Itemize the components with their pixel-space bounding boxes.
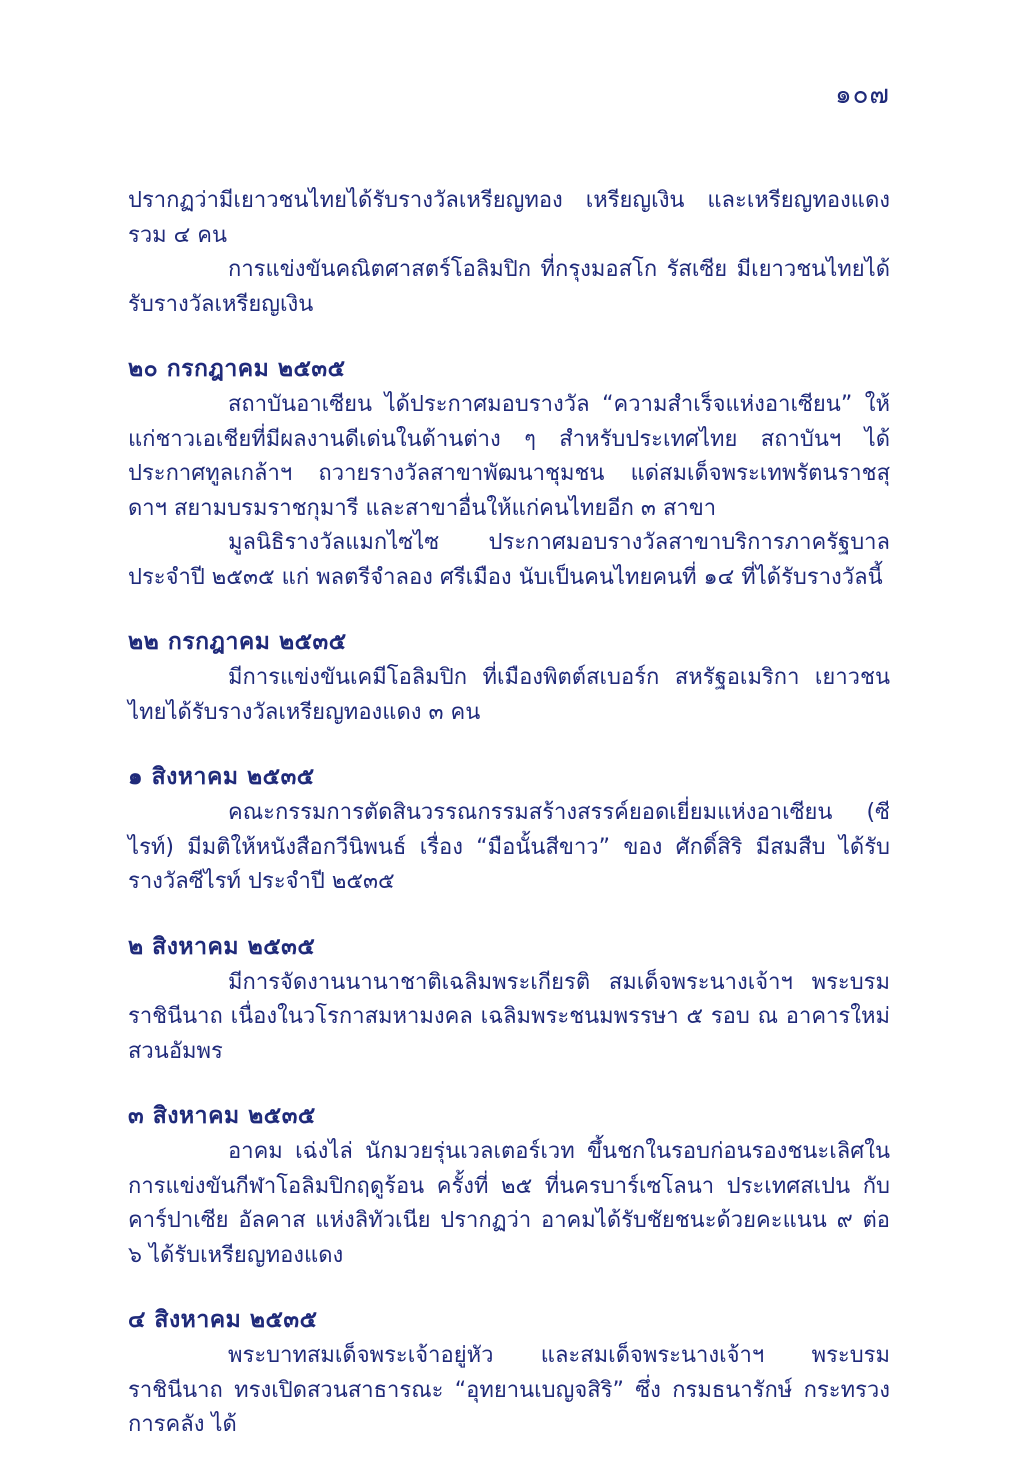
entry-aug-2 xyxy=(128,930,890,1070)
entry-date-heading: ๓ สิงหาคม ๒๕๓๕ xyxy=(128,1103,316,1129)
entry-date-heading: ๒๐ กรกฎาคม ๒๕๓๕ xyxy=(128,356,346,382)
entry-date-heading: ๑ สิงหาคม ๒๕๓๕ xyxy=(128,764,315,790)
entry-jul-22 xyxy=(128,625,890,730)
entry-paragraph: มูลนิธิรางวัลแมกไซไซ ประกาศมอบรางวัลสาขาบริการภาครัฐบาล ประจำปี ๒๕๓๕ แก่ พลตรีจำลอง ศรีเมือง นับเป็นคนไทยคนที่ ๑๔ ที่ได้รับรางวัลนี้ xyxy=(128,530,890,590)
entry-aug-1 xyxy=(128,760,890,900)
entry-paragraph: พระบาทสมเด็จพระเจ้าอยู่หัว และสมเด็จพระนางเจ้าฯ พระบรมราชินีนาถ ทรงเปิดสวนสาธารณะ “อุทยานเบญจสิริ” ซึ่ง กรมธนารักษ์ กระทรวงการคลัง ได้ xyxy=(128,1343,890,1437)
entry-paragraph: มีการแข่งขันเคมีโอลิมปิก ที่เมืองพิตต์สเบอร์ก สหรัฐอเมริกา เยาวชนไทยได้รับรางวัลเหรียญทองแดง ๓ คน xyxy=(128,665,890,725)
intro-paragraph-2: การแข่งขันคณิตศาสตร์โอลิมปิก ที่กรุงมอสโก รัสเซีย มีเยาวชนไทยได้รับรางวัลเหรียญเงิน xyxy=(128,257,890,317)
entry-date-heading: ๒๒ กรกฎาคม ๒๕๓๕ xyxy=(128,629,347,655)
page-number: ๑๐๗ xyxy=(835,80,890,110)
entry-aug-3 xyxy=(128,1099,890,1273)
page-content xyxy=(128,184,890,1443)
entry-aug-4 xyxy=(128,1303,890,1443)
entry-paragraph: สถาบันอาเซียน ได้ประกาศมอบรางวัล “ความสำเร็จแห่งอาเซียน” ให้แก่ชาวเอเชียที่มีผลงานดีเด่นในด้านต่าง ๆ สำหรับประเทศไทย สถาบันฯ ได้ประกาศทูลเกล้าฯ ถวายรางวัลสาขาพัฒนาชุมชน แด่สมเด็จพระเทพรัตนราชสุดาฯ สยามบรมราชกุมารี และสาขาอื่นให้แก่คนไทยอีก ๓ สาขา xyxy=(128,392,890,521)
entry-date-heading: ๒ สิงหาคม ๒๕๓๕ xyxy=(128,933,316,960)
entry-jul-20 xyxy=(128,352,890,595)
intro-paragraph-1: ปรากฏว่ามีเยาวชนไทยได้รับรางวัลเหรียญทอง เหรียญเงิน และเหรียญทองแดง รวม ๔ คน xyxy=(128,188,890,248)
entry-paragraph: อาคม เฉ่งไล่ นักมวยรุ่นเวลเตอร์เวท ขึ้นชกในรอบก่อนรองชนะเลิศในการแข่งขันกีฬาโอลิมปิกฤดูร้อน ครั้งที่ ๒๕ ที่นครบาร์เซโลนา ประเทศสเปน กับ คาร์ปาเซีย อัลคาส แห่งลิทัวเนีย ปรากฏว่า อาคมได้รับชัยชนะด้วยคะแนน ๙ ต่อ ๖ ได้รับเหรียญทองแดง xyxy=(128,1139,890,1268)
entry-paragraph: มีการจัดงานนานาชาติเฉลิมพระเกียรติ สมเด็จพระนางเจ้าฯ พระบรมราชินีนาถ เนื่องในวโรกาสมหามงคล เฉลิมพระชนมพรรษา ๕ รอบ ณ อาคารใหม่ สวนอัมพร xyxy=(128,969,890,1064)
entry-date-heading: ๔ สิงหาคม ๒๕๓๕ xyxy=(128,1307,318,1333)
entry-paragraph: คณะกรรมการตัดสินวรรณกรรมสร้างสรรค์ยอดเยี่ยมแห่งอาเซียน (ซีไรท์) มีมติให้หนังสือกวีนิพนธ์ เรื่อง “มือนั้นสีขาว” ของ ศักดิ์สิริ มีสมสืบ ได้รับรางวัลซีไรท์ ประจำปี ๒๕๓๕ xyxy=(128,800,890,894)
